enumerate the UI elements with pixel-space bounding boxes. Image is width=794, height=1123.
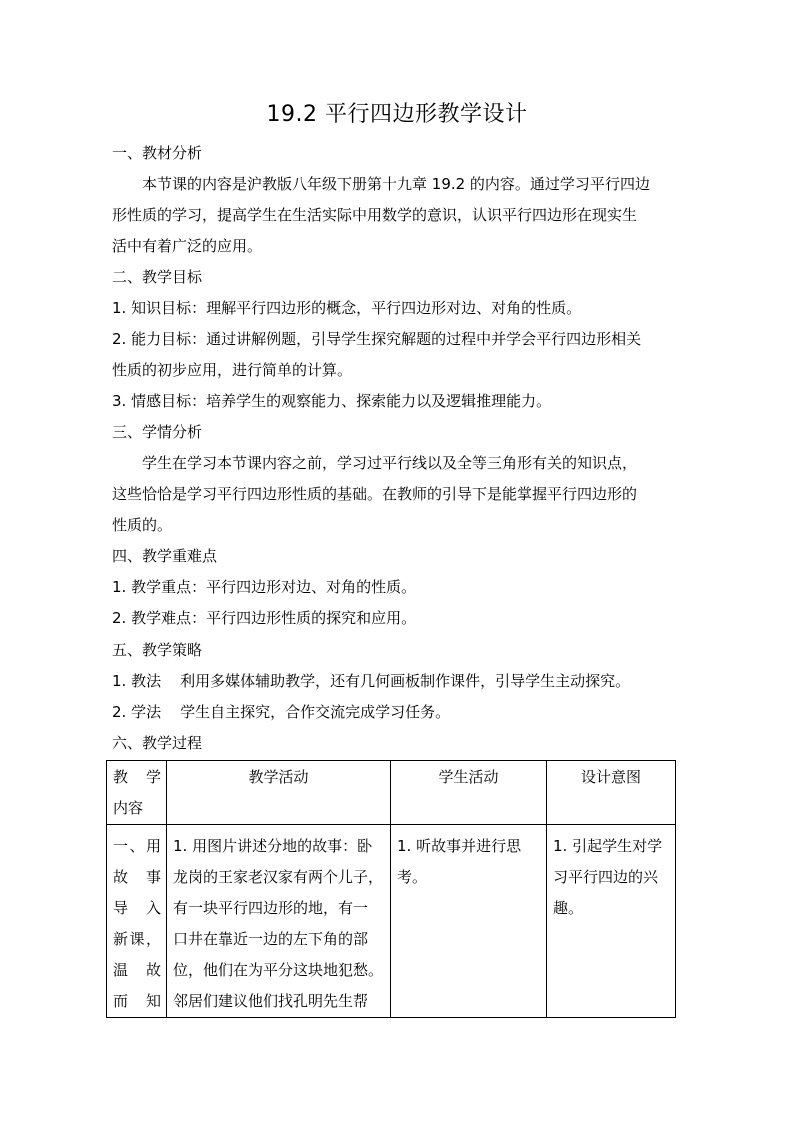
list-item-continuation: 性质的初步应用，进行简单的计算。	[112, 361, 353, 379]
cell-line: 1. 引起学生对学	[553, 837, 663, 855]
cell-teacher-activity	[167, 825, 391, 1018]
cell-line: 习平行四边的兴	[553, 868, 659, 886]
header-cell-intent	[547, 761, 676, 825]
header-text: 设计意图	[580, 768, 641, 786]
cell-line: 趣。	[553, 899, 584, 917]
header-text: 教学活动	[248, 768, 309, 786]
list-item: 2. 教学难点：平行四边形性质的探究和应用。	[112, 609, 417, 627]
section-heading: 六、教学过程	[112, 734, 203, 752]
section-heading: 五、教学策略	[112, 641, 203, 659]
header-cell-teacher	[167, 761, 391, 825]
header-text: 教 学	[113, 768, 161, 786]
cell-line: 故 事	[113, 868, 161, 886]
paragraph-line: 性质的。	[112, 516, 173, 534]
cell-line: 邻居们建议他们找孔明先生帮	[173, 992, 369, 1010]
cell-line: 考。	[397, 868, 428, 886]
list-item: 1. 教法 利用多媒体辅助教学，还有几何画板制作课件，引导学生主动探究。	[112, 672, 631, 690]
paragraph-line: 形性质的学习，提高学生在生活实际中用数学的意识，认识平行四边形在现实生	[112, 206, 638, 224]
paragraph-line: 这些恰恰是学习平行四边形性质的基础。在教师的引导下是能掌握平行四边形的	[112, 485, 638, 503]
page-title: 19.2 平行四边形教学设计	[266, 102, 528, 127]
section-heading: 三、学情分析	[112, 423, 203, 441]
cell-line: 龙岗的王家老汉家有两个儿子，	[173, 868, 384, 886]
table-row	[107, 825, 676, 1018]
cell-line: 温 故	[113, 961, 161, 979]
cell-line: 位，他们在为平分这块地犯愁。	[173, 961, 384, 979]
paragraph-line: 本节课的内容是沪教版八年级下册第十九章 19.2 的内容。通过学习平行四边	[142, 175, 650, 193]
header-cell-student	[391, 761, 547, 825]
table-header-row	[107, 761, 676, 825]
list-item: 2. 能力目标：通过讲解例题，引导学生探究解题的过程中并学会平行四边形相关	[112, 330, 642, 348]
list-item: 1. 知识目标：理解平行四边形的概念，平行四边形对边、对角的性质。	[112, 299, 582, 317]
cell-line: 新课，	[113, 930, 161, 948]
teaching-process-table	[106, 760, 676, 1018]
paragraph-line: 活中有着广泛的应用。	[112, 237, 263, 255]
list-item: 2. 学法 学生自主探究，合作交流完成学习任务。	[112, 703, 451, 721]
cell-design-intent	[547, 825, 676, 1018]
section-heading: 二、教学目标	[112, 268, 203, 286]
list-item: 3. 情感目标：培养学生的观察能力、探索能力以及逻辑推理能力。	[112, 392, 552, 410]
list-item: 1. 教学重点：平行四边形对边、对角的性质。	[112, 578, 417, 596]
cell-line: 有一块平行四边形的地，有一	[173, 899, 369, 917]
header-cell-content	[107, 761, 167, 825]
cell-line: 一、用	[113, 837, 161, 855]
section-heading: 四、教学重难点	[112, 547, 218, 565]
cell-line: 而 知	[113, 992, 161, 1010]
cell-content	[107, 825, 167, 1018]
cell-line: 口井在靠近一边的左下角的部	[173, 930, 369, 948]
header-text: 学生活动	[438, 768, 499, 786]
cell-student-activity	[391, 825, 547, 1018]
section-heading: 一、教材分析	[112, 144, 203, 162]
cell-line: 导 入	[113, 899, 161, 917]
cell-line: 1. 听故事并进行思	[397, 837, 522, 855]
header-text: 内容	[113, 799, 144, 817]
paragraph-line: 学生在学习本节课内容之前，学习过平行线以及全等三角形有关的知识点，	[142, 454, 638, 472]
cell-line: 1. 用图片讲述分地的故事：卧	[173, 837, 373, 855]
